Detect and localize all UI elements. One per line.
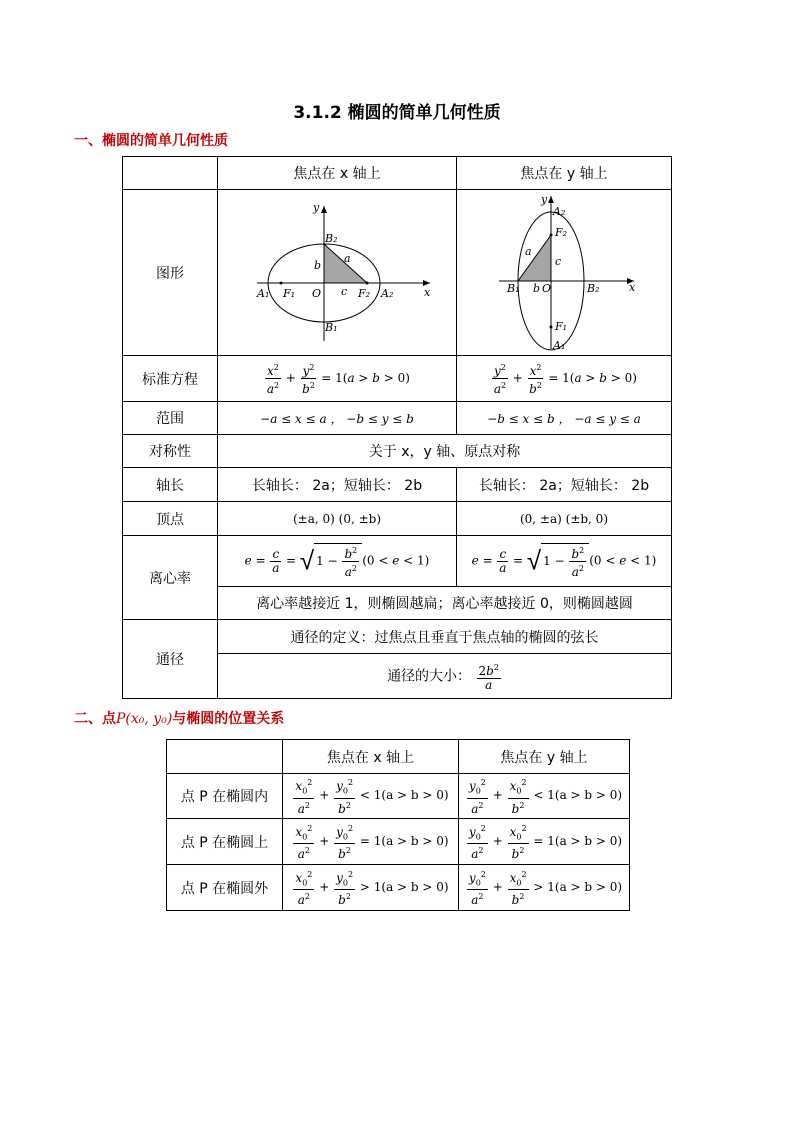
corner-cell [123, 157, 218, 190]
row-label-on: 点 P 在椭圆上 [167, 819, 283, 865]
eccentricity-y: e = $\frac{c}{a}$ = √ 1 − $\frac{b^2}{a^2}$ (0 < e < 1) [457, 536, 672, 587]
axis-x: 长轴长： 2a；短轴长： 2b [218, 468, 457, 502]
on-x: $\frac{x_0^2}{a^2}$ + $\frac{y_0^2}{b^2}$ = 1(a > b > 0) [283, 819, 459, 865]
label-a2: A₂ [381, 286, 394, 300]
latus-definition: 通径的定义：过焦点且垂直于焦点轴的椭圆的弦长 [218, 620, 672, 654]
relation: > [359, 880, 370, 894]
figure-x-cell [218, 190, 457, 356]
inside-y: $\frac{y_0^2}{a^2}$ + $\frac{x_0^2}{b^2}$ < 1(a > b > 0) [459, 774, 630, 819]
row-label-range: 范围 [123, 402, 218, 435]
label-a1: A₁ [257, 286, 270, 300]
row-label-eccentricity: 离心率 [123, 536, 218, 620]
label-b: b [533, 281, 541, 295]
axis-y: 长轴长： 2a；短轴长： 2b [457, 468, 672, 502]
equation-x: $\frac{x^2}{a^2}$ + $\frac{y^2}{b^2}$ = 1(a > b > 0) [218, 356, 457, 402]
vertex-x: (±a, 0) (0, ±b) [218, 502, 457, 536]
row-label-axis: 轴长 [123, 468, 218, 502]
relation: < [533, 788, 544, 803]
condition: 1(a > b > 0) [373, 834, 449, 848]
row-label-figure: 图形 [123, 190, 218, 356]
header-x-focus: 焦点在 x 轴上 [283, 740, 459, 774]
equation-y: $\frac{y^2}{a^2}$ + $\frac{x^2}{b^2}$ = 1(a > b > 0) [457, 356, 672, 402]
vertex-y: (0, ±a) (±b, 0) [457, 502, 672, 536]
symmetry-text: 关于 x，y 轴、原点对称 [218, 435, 672, 468]
label-f2: F₂ [555, 225, 568, 239]
figure-y-cell [457, 190, 672, 356]
row-label-outside: 点 P 在椭圆外 [167, 865, 283, 911]
on-y: $\frac{y_0^2}{a^2}$ + $\frac{x_0^2}{b^2}$ = 1(a > b > 0) [459, 819, 630, 865]
label-x: x [424, 285, 431, 299]
label-f1: F₁ [555, 319, 568, 333]
condition: 1(a > b > 0) [547, 788, 623, 803]
label-c: c [341, 284, 348, 298]
range-y: −b ≤ x ≤ b ， −a ≤ y ≤ a [457, 402, 672, 435]
page-title: 3.1.2 椭圆的简单几何性质 [293, 103, 501, 123]
header-x-focus: 焦点在 x 轴上 [218, 157, 457, 190]
row-label-inside: 点 P 在椭圆内 [167, 774, 283, 819]
label-o: O [312, 286, 322, 300]
label-a1: A₁ [553, 338, 566, 351]
row-label-symmetry: 对称性 [123, 435, 218, 468]
latus-size-label: 通径的大小： [387, 668, 472, 684]
position-table [166, 739, 630, 911]
outside-x: $\frac{x_0^2}{a^2}$ + $\frac{y_0^2}{b^2}$ > 1(a > b > 0) [283, 865, 459, 911]
section-heading-position [74, 708, 284, 728]
eccentricity-x: e = $\frac{c}{a}$ = √ 1 − $\frac{b^2}{a^2}$ (0 < e < 1) [218, 536, 457, 587]
label-o: O [542, 281, 552, 295]
label-c: c [555, 254, 562, 268]
label-a: a [344, 251, 351, 265]
row-label-equation: 标准方程 [123, 356, 218, 402]
relation: > [533, 880, 544, 894]
label-a2: A₂ [553, 204, 566, 218]
point-p-coords: (x₀, y₀) [125, 711, 173, 727]
ellipse-x-figure [237, 196, 437, 346]
properties-table [122, 156, 672, 699]
header-y-focus: 焦点在 y 轴上 [457, 157, 672, 190]
section-prefix: 二、点 [74, 711, 116, 727]
label-f2: F₂ [358, 286, 371, 300]
range-x: −a ≤ x ≤ a ， −b ≤ y ≤ b [218, 402, 457, 435]
label-b2: B₂ [587, 281, 600, 295]
section-suffix: 与椭圆的位置关系 [172, 711, 285, 727]
point-p-var: P [116, 711, 126, 727]
condition: 1(a > b > 0) [547, 834, 623, 848]
inside-x: $\frac{x_0^2}{a^2}$ + $\frac{y_0^2}{b^2}$ < 1(a > b > 0) [283, 774, 459, 819]
label-y: y [313, 200, 320, 214]
corner-cell [167, 740, 283, 774]
condition: 1(a > b > 0) [547, 880, 623, 894]
header-y-focus: 焦点在 y 轴上 [459, 740, 630, 774]
relation: = [359, 834, 370, 848]
condition: 1(a > b > 0) [373, 788, 449, 803]
condition: 1(a > b > 0) [373, 880, 449, 894]
label-b2: B₂ [325, 231, 338, 245]
label-b1: B₁ [325, 320, 338, 334]
label-f1: F₁ [283, 286, 296, 300]
ellipse-y-figure [489, 191, 639, 351]
outside-y: $\frac{y_0^2}{a^2}$ + $\frac{x_0^2}{b^2}$ > 1(a > b > 0) [459, 865, 630, 911]
eccentricity-note: 离心率越接近 1，则椭圆越扁；离心率越接近 0，则椭圆越圆 [218, 587, 672, 620]
relation: < [359, 788, 370, 803]
relation: = [533, 834, 544, 848]
label-b1: B₁ [507, 281, 520, 295]
label-x: x [629, 280, 636, 294]
row-label-latus: 通径 [123, 620, 218, 699]
label-b: b [314, 258, 322, 272]
row-label-vertex: 顶点 [123, 502, 218, 536]
label-y: y [541, 192, 548, 206]
latus-size: 通径的大小： $\frac{2b^2}{a}$ [218, 654, 672, 699]
section-heading-properties: 一、椭圆的简单几何性质 [74, 133, 228, 149]
label-a: a [525, 244, 532, 258]
